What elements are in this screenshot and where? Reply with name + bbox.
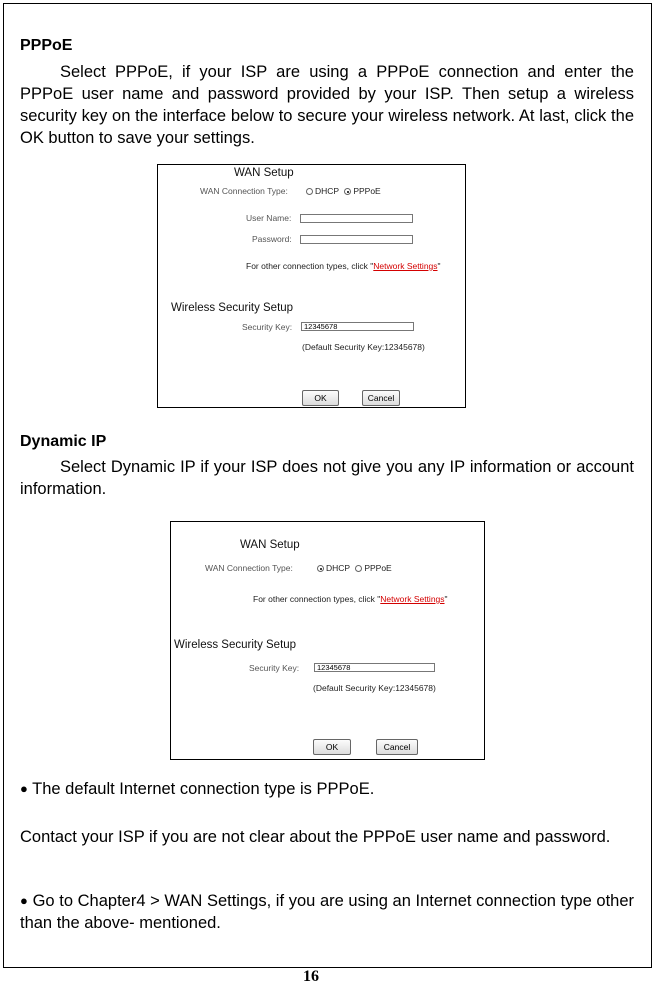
default-key-note: (Default Security Key:12345678) — [313, 683, 436, 693]
other-connection-text: For other connection types, click "Network Settings" — [253, 594, 448, 604]
cancel-button[interactable]: Cancel — [376, 739, 418, 755]
dhcp-wan-setup-screenshot — [170, 521, 485, 760]
connection-type-radios — [317, 563, 392, 573]
security-key-label: Security Key: — [242, 322, 293, 332]
default-key-note: (Default Security Key:12345678) — [302, 342, 425, 352]
password-label: Password: — [252, 234, 292, 244]
security-key-input[interactable]: 12345678 — [314, 663, 435, 672]
wan-setup-title: WAN Setup — [240, 539, 300, 551]
dhcp-label: DHCP — [315, 186, 339, 196]
pppoe-radio[interactable] — [355, 565, 362, 572]
wan-connection-type-label: WAN Connection Type: — [205, 563, 293, 573]
pppoe-paragraph: Select PPPoE, if your ISP are using a PPPoE connection and enter the PPPoE user name and password provided by your ISP. Then setup a wireless security key on the interface below to secure your wireless network. At last, click the OK button to save your settings. — [20, 63, 634, 147]
default-type-note: ● The default Internet connection type is PPPoE. — [20, 780, 375, 798]
other-connection-text: For other connection types, click "Network Settings" — [246, 261, 441, 271]
dhcp-radio[interactable] — [306, 188, 313, 195]
wireless-security-title: Wireless Security Setup — [171, 302, 294, 314]
wan-setup-title: WAN Setup — [234, 167, 294, 179]
dhcp-label: DHCP — [326, 563, 350, 573]
username-label: User Name: — [246, 213, 292, 223]
dhcp-radio[interactable] — [317, 565, 324, 572]
cancel-button[interactable]: Cancel — [362, 390, 400, 406]
password-input[interactable] — [300, 235, 413, 244]
contact-isp-note: Contact your ISP if you are not clear about the PPPoE user name and password. — [20, 828, 611, 846]
network-settings-link[interactable]: Network Settings — [380, 594, 445, 604]
page-number: 16 — [303, 968, 319, 985]
pppoe-wan-setup-screenshot — [157, 164, 466, 408]
ok-button[interactable]: OK — [302, 390, 339, 406]
pppoe-label: PPPoE — [364, 563, 392, 573]
bullet-icon: ● — [20, 893, 28, 908]
pppoe-heading: PPPoE — [20, 37, 73, 54]
dynamic-ip-paragraph: Select Dynamic IP if your ISP does not give you any IP information or account information. — [20, 458, 634, 498]
security-key-label: Security Key: — [249, 663, 300, 673]
network-settings-link[interactable]: Network Settings — [373, 261, 438, 271]
username-input[interactable] — [300, 214, 413, 223]
pppoe-radio[interactable] — [344, 188, 351, 195]
wan-connection-type-label: WAN Connection Type: — [200, 186, 288, 196]
security-key-input[interactable]: 12345678 — [301, 322, 414, 331]
ok-button[interactable]: OK — [313, 739, 351, 755]
wan-settings-note: ● Go to Chapter4 > WAN Settings, if you are using an Internet connection type other than the above- mentioned. — [20, 892, 635, 932]
bullet-icon: ● — [20, 781, 28, 796]
pppoe-label: PPPoE — [353, 186, 381, 196]
wireless-security-title: Wireless Security Setup — [174, 639, 297, 651]
connection-type-radios — [306, 186, 381, 196]
dynamic-ip-heading: Dynamic IP — [20, 433, 107, 450]
